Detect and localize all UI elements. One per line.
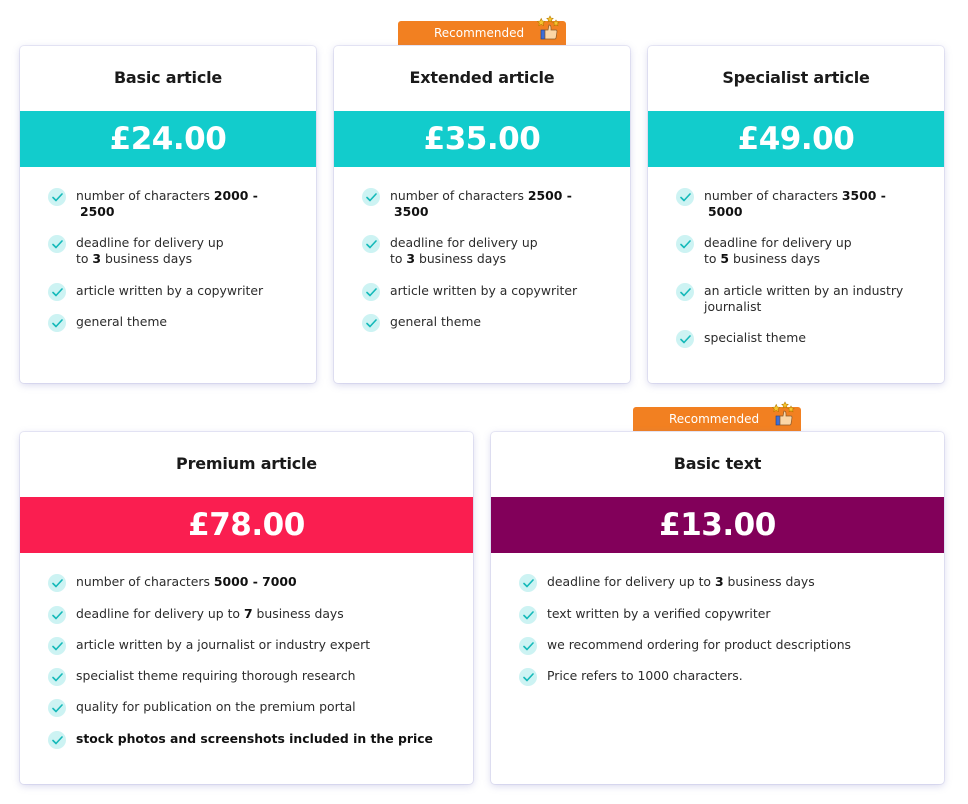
feature-text: Price refers to 1000 characters.: [547, 668, 743, 683]
feature-list: [48, 574, 457, 762]
plan-title: Basic text: [673, 454, 762, 473]
plan-price: £24.00: [109, 121, 227, 157]
feature-text: article written by a copywriter: [390, 283, 578, 298]
check-icon: [362, 235, 380, 253]
plan-title: Specialist article: [722, 68, 870, 87]
feature-text: specialist theme requiring thorough research: [76, 668, 356, 683]
price-band: [491, 497, 944, 553]
feature-item: [48, 699, 457, 731]
check-icon: [519, 637, 537, 655]
plan-title: Extended article: [409, 68, 555, 87]
thumbs-up-stars-icon: [771, 401, 795, 427]
feature-item: [519, 637, 928, 668]
check-icon: [48, 606, 66, 624]
check-icon: [48, 731, 66, 749]
feature-list: [362, 188, 614, 345]
price-band: [648, 111, 944, 167]
check-icon: [362, 188, 380, 206]
feature-item: [48, 668, 457, 699]
feature-item: [362, 188, 614, 235]
feature-text: general theme: [390, 314, 482, 329]
feature-item: [48, 235, 300, 283]
feature-text: deadline for delivery up to 3 business days: [76, 235, 224, 266]
feature-text: number of characters 2500 - 3500: [390, 188, 572, 219]
feature-text: stock photos and screenshots included in the price: [76, 731, 433, 746]
feature-item: [362, 314, 614, 345]
feature-text: article written by a copywriter: [76, 283, 264, 298]
feature-item: [519, 668, 928, 699]
plan-card-basic-text[interactable]: [491, 432, 944, 784]
feature-text: specialist theme: [704, 330, 806, 345]
check-icon: [676, 283, 694, 301]
feature-item: [676, 330, 928, 361]
check-icon: [48, 188, 66, 206]
check-icon: [48, 314, 66, 332]
feature-text: quality for publication on the premium portal: [76, 699, 356, 714]
feature-text: text written by a verified copywriter: [547, 606, 771, 621]
feature-list: [676, 188, 928, 361]
recommended-label: Recommended: [434, 26, 525, 40]
feature-text: we recommend ordering for product descriptions: [547, 637, 852, 652]
feature-text: number of characters 3500 - 5000: [704, 188, 886, 219]
feature-text: deadline for delivery up to 3 business days: [547, 574, 815, 589]
feature-text: number of characters 5000 - 7000: [76, 574, 297, 589]
plan-card-premium-article[interactable]: [20, 432, 473, 784]
plan-card-basic-article[interactable]: [20, 46, 316, 383]
feature-text: deadline for delivery up to 5 business days: [704, 235, 852, 266]
price-band: [20, 111, 316, 167]
feature-item: [362, 235, 614, 283]
check-icon: [362, 314, 380, 332]
plan-title: Basic article: [113, 68, 223, 87]
plan-price: £49.00: [737, 121, 855, 157]
feature-list: [519, 574, 928, 699]
feature-item: [48, 731, 457, 762]
feature-item: [676, 188, 928, 235]
check-icon: [48, 699, 66, 717]
check-icon: [362, 283, 380, 301]
feature-item: [48, 188, 300, 235]
plan-price: £13.00: [659, 507, 776, 543]
check-icon: [676, 330, 694, 348]
feature-item: [48, 606, 457, 637]
recommended-badge: [633, 407, 801, 431]
check-icon: [676, 235, 694, 253]
check-icon: [519, 668, 537, 686]
plan-price: £78.00: [188, 507, 305, 543]
feature-list: [48, 188, 300, 345]
check-icon: [48, 637, 66, 655]
check-icon: [676, 188, 694, 206]
thumbs-up-stars-icon: [536, 15, 560, 41]
feature-item: [362, 283, 614, 314]
feature-item: [676, 283, 928, 330]
feature-text: number of characters 2000 - 2500: [76, 188, 258, 219]
plan-card-extended-article[interactable]: [334, 46, 630, 383]
feature-text: general theme: [76, 314, 168, 329]
feature-item: [676, 235, 928, 283]
feature-text: deadline for delivery up to 7 business days: [76, 606, 344, 621]
feature-item: [48, 574, 457, 606]
feature-item: [48, 314, 300, 345]
recommended-badge: [398, 21, 566, 45]
check-icon: [48, 668, 66, 686]
plan-card-specialist-article[interactable]: [648, 46, 944, 383]
plan-price: £35.00: [423, 121, 541, 157]
price-band: [20, 497, 473, 553]
check-icon: [48, 574, 66, 592]
feature-item: [519, 606, 928, 637]
check-icon: [48, 283, 66, 301]
feature-item: [48, 283, 300, 314]
feature-text: an article written by an industry journalist: [704, 283, 904, 314]
check-icon: [48, 235, 66, 253]
feature-item: [519, 574, 928, 606]
check-icon: [519, 606, 537, 624]
feature-item: [48, 637, 457, 668]
price-band: [334, 111, 630, 167]
feature-text: deadline for delivery up to 3 business days: [390, 235, 538, 266]
feature-text: article written by a journalist or industry expert: [76, 637, 371, 652]
plan-title: Premium article: [176, 454, 317, 473]
recommended-label: Recommended: [669, 412, 760, 426]
check-icon: [519, 574, 537, 592]
